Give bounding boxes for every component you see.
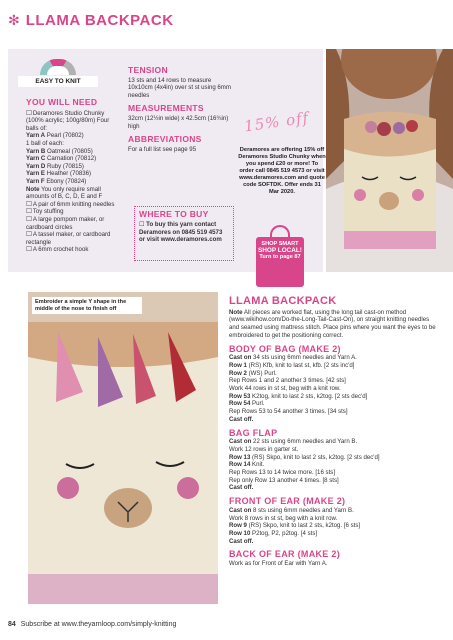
materials-item: ☐ Deramores Studio Chunky (100% acrylic; 100g/80m) Four balls of:: [26, 110, 121, 133]
page-title: LLAMA BACKPACK: [25, 12, 174, 29]
materials-item: Yarn D Ruby (70815): [26, 162, 84, 170]
materials-item: Yarn E Heather (70836): [26, 170, 92, 178]
abbreviations-text: For a full list see page 95: [128, 145, 197, 153]
photo-llama-closeup: [28, 292, 218, 604]
pattern-row: Row 2 (WS) Purl.: [229, 369, 277, 377]
difficulty-badge: [18, 59, 98, 87]
materials-item: Yarn F Ebony (70824): [26, 177, 87, 185]
asterisk-icon: ✻: [8, 12, 20, 29]
measurements-heading: MEASUREMENTS: [128, 103, 204, 114]
pattern-row: Rep only Row 13 another 4 times. [8 sts]: [229, 476, 339, 484]
turn-to-page-text: Turn to page 87: [259, 254, 301, 261]
pattern-row: Cast off.: [229, 415, 254, 423]
backpack-photo-illustration: [326, 49, 453, 272]
materials-item: ☐ A 6mm crochet hook: [26, 246, 121, 254]
bag-body: [256, 237, 304, 287]
llama-closeup-illustration: [28, 292, 218, 604]
offer-text: Deramores are offering 15% off Deramores Studio Chunky when you spend £20 or more! To order call 0845 519 4573 or visit www.deramores.com and quote code SOFTDK. Offer ends 31 Mar 2020.: [238, 147, 326, 195]
page-footer: [8, 621, 176, 628]
tension-text: 13 sts and 14 rows to measure 10x10cm (4x4in) over st st using 6mm needles: [128, 76, 231, 99]
info-panel: [8, 49, 326, 272]
materials-item: ☐ A pair of 6mm knitting needles: [26, 201, 121, 209]
checkbox-icon: ☐: [139, 221, 145, 229]
where-to-buy-text: To buy this yarn contact Deramores on 0845 519 4573 or visit: [139, 221, 223, 244]
section-heading: FRONT OF EAR (MAKE 2): [229, 496, 346, 507]
shop-local-text: SHOP LOCAL!: [258, 246, 302, 254]
you-will-need-heading: YOU WILL NEED: [26, 97, 98, 107]
pattern-row: Cast on 22 sts using 6mm needles and Yarn B.: [229, 438, 358, 446]
materials-item: ☐ A large pompom maker, or cardboard circles: [26, 216, 121, 231]
pattern-row: Row 10 P2tog, P2, p2tog. [4 sts]: [229, 529, 318, 537]
section-heading: BAG FLAP: [229, 427, 278, 438]
pattern-row: Work as for Front of Ear with Yarn A.: [229, 560, 328, 568]
embroider-caption: Embroider a simple Y shape in the middle of the nose to finish off: [32, 297, 142, 314]
tension-heading: TENSION: [128, 65, 168, 75]
where-to-buy-heading: WHERE TO BUY: [139, 209, 209, 219]
materials-item: 1 ball of each:: [26, 139, 64, 147]
pattern-row: Rep Rows 1 and 2 another 3 times. [42 sts]: [229, 377, 346, 385]
difficulty-label: EASY TO KNIT: [18, 76, 98, 87]
difficulty-gauge-icon: [40, 59, 76, 75]
pattern-row: Work 44 rows in st st, beg with a knit row.: [229, 385, 341, 393]
pattern-instructions: [229, 295, 439, 568]
section-heading: BODY OF BAG (MAKE 2): [229, 343, 341, 354]
materials-item: ☐ A tassel maker, or cardboard rectangle: [26, 231, 121, 246]
pattern-row: Row 54 Purl.: [229, 400, 265, 408]
where-to-buy-url[interactable]: www.deramores.com: [160, 236, 222, 244]
pattern-row: Rep Rows 53 to 54 another 3 times. [34 sts]: [229, 408, 348, 416]
pattern-row: Work 8 rows in st st, beg with a knit row.: [229, 514, 338, 522]
where-to-buy-box: [134, 206, 234, 261]
pattern-row: Cast off.: [229, 537, 254, 545]
pattern-row: Row 14 Knit.: [229, 461, 265, 469]
pattern-row: Rep Rows 13 to 14 twice more. [16 sts]: [229, 469, 336, 477]
specs-column: [128, 67, 233, 153]
pattern-row: Cast on 8 sts using 6mm needles and Yarn B.: [229, 506, 354, 514]
pattern-row: Row 9 (RS) Skpo, knit to last 2 sts, k2tog. [6 sts]: [229, 522, 361, 530]
materials-item: Yarn A Pearl (70802): [26, 132, 84, 140]
page-number: 84: [8, 621, 16, 628]
pattern-note: Note All pieces are worked flat, using the long tail cast-on method (www.wikihow.com/Do-the-Long-Tail-Cast-On), on straight knitting needles and seamed using mattress stitch. Place pins where you want the eyes to be embroidered to get the positioning correct.: [229, 308, 436, 339]
pattern-row: Work 12 rows in garter st.: [229, 445, 299, 453]
pattern-row: Row 53 K2tog, knit to last 2 sts, k2tog. [2 sts dec'd]: [229, 392, 368, 400]
photo-child-with-backpack: [326, 49, 453, 272]
pattern-row: Cast on 34 sts using 6mm needles and Yarn A.: [229, 354, 357, 362]
materials-item: Yarn C Carnation (70812): [26, 155, 97, 163]
you-will-need: [26, 99, 121, 254]
abbreviations-heading: ABBREVIATIONS: [128, 134, 202, 145]
section-heading: BACK OF EAR (MAKE 2): [229, 549, 340, 560]
footer-text: Subscribe at www.theyarnloop.com/simply-knitting: [20, 621, 177, 628]
page-header: [8, 12, 174, 29]
offer-headline: 15% off: [243, 108, 311, 136]
materials-item: ☐ Toy stuffing: [26, 208, 121, 216]
shopping-bag-icon: [256, 225, 304, 287]
pattern-row: Row 13 (RS) Skpo, knit to last 2 sts, k2tog. [2 sts dec'd]: [229, 453, 380, 461]
shop-smart-text: SHOP SMART: [261, 241, 299, 247]
materials-item: Yarn B Oatmeal (70805): [26, 147, 93, 155]
materials-item: Note You only require small amounts of B, C, D, E and F: [26, 185, 103, 201]
pattern-title: LLAMA BACKPACK: [229, 295, 337, 307]
pattern-row: Cast off.: [229, 484, 254, 492]
pattern-row: Row 1 (RS) Kfb, knit to last st, kfb. [2 sts inc'd]: [229, 361, 355, 369]
measurements-text: 32cm (12½in wide) x 42.5cm (16¾in) high: [128, 114, 229, 130]
